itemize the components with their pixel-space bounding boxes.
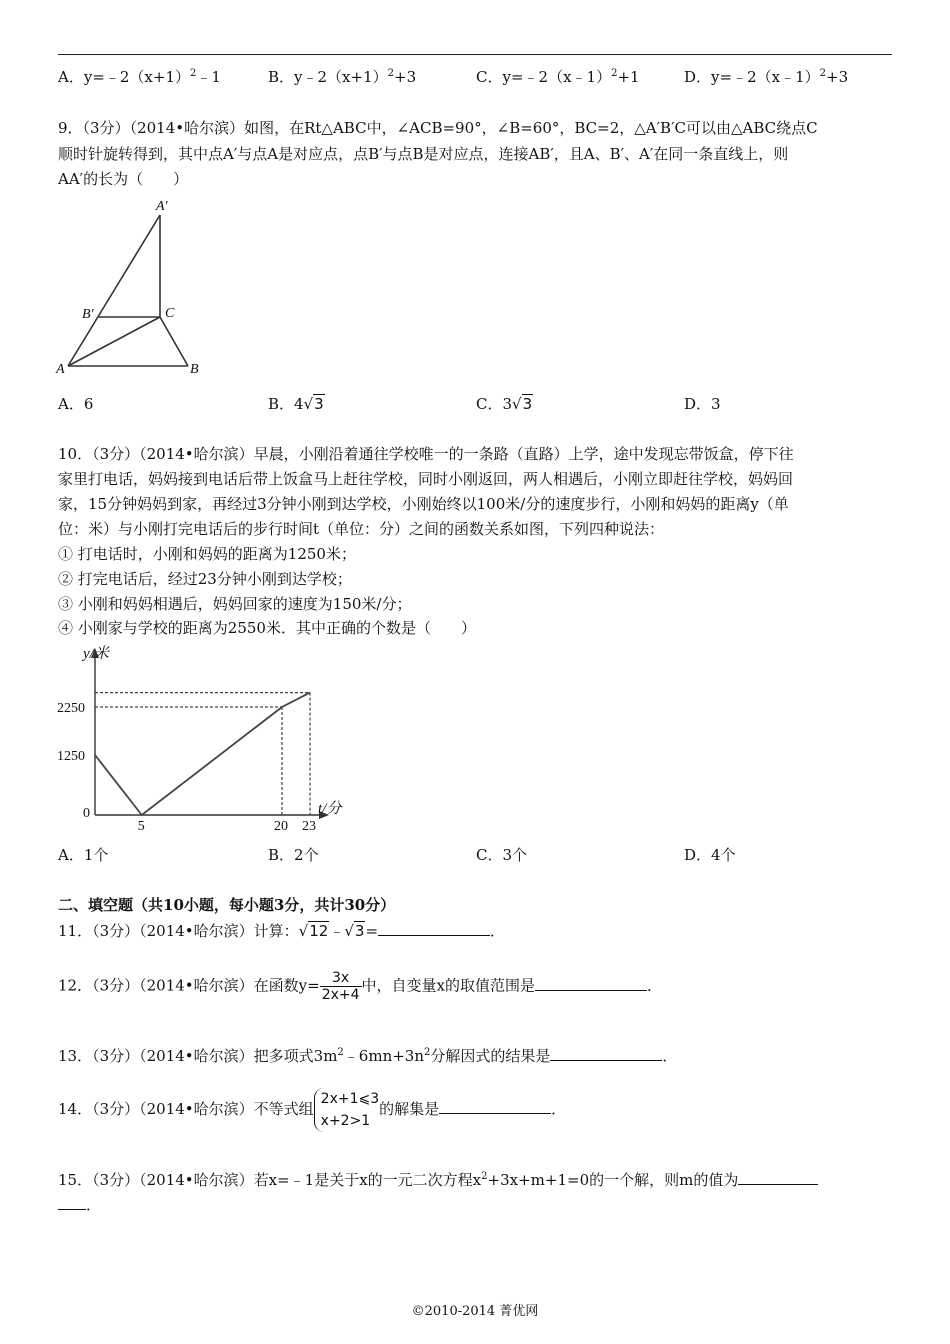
q9-line-2: 顺时针旋转得到，其中点A′与点A是对应点，点B′与点B是对应点，连接AB′，且A、B′、A′在同一条直线上，则 xyxy=(58,145,789,163)
segment-a-c xyxy=(68,317,160,366)
sqrt-icon: √ xyxy=(303,395,314,413)
q10-distance-chart xyxy=(50,640,360,840)
segment-c-b xyxy=(160,317,188,366)
x-axis-label: t/分 xyxy=(318,801,342,817)
series-line xyxy=(95,693,310,815)
q10-statement-2: ② 打完电话后，经过23分钟小刚到达学校； xyxy=(58,570,352,588)
q10-option-d[interactable]: D．4个 xyxy=(684,846,736,864)
q13-answer-blank[interactable] xyxy=(550,1044,662,1061)
sqrt-icon: √ xyxy=(512,395,522,413)
label-b: B xyxy=(190,362,199,377)
sqrt-icon: √ xyxy=(298,922,309,940)
q9-option-b[interactable]: B．4√3 xyxy=(268,395,324,413)
x-tick-label: 5 xyxy=(137,819,145,834)
label-a: A xyxy=(56,362,65,377)
q10-line-3: 家，15分钟妈妈到家，再经过3分钟小刚到达学校，小刚始终以100米/分的速度步行，小刚和妈妈的距离y（单 xyxy=(58,495,789,513)
q11: 11．（3分）（2014•哈尔滨）计算：√12﹣√3= ． xyxy=(58,919,505,941)
top-rule xyxy=(58,54,892,55)
q15-answer-blank[interactable] xyxy=(738,1168,818,1185)
q14: 14．（3分）（2014•哈尔滨）不等式组 2x+1⩽3 x+2>1 的解集是 ． xyxy=(58,1088,566,1132)
q10-option-c[interactable]: C．3个 xyxy=(476,846,528,864)
q11-answer-blank[interactable] xyxy=(378,919,490,936)
q9-line-1: 9．（3分）（2014•哈尔滨）如图，在Rt△ABC中，∠ACB=90°，∠B=60°，BC=2，△A′B′C可以由△ABC绕点C xyxy=(58,119,818,137)
q13: 13．（3分）（2014•哈尔滨）把多项式$3m^2﹣6mn+3n^2$分解因式的结果是 ． xyxy=(58,1044,677,1066)
q12: 12．（3分）（2014•哈尔滨）在函数y= $\frac{3x}{2x+4}$ 中，自变量x的取值范围是 ． xyxy=(58,970,663,1003)
fraction: $\frac{3x}{2x+4}$ xyxy=(321,970,360,1003)
y-tick-label: 2250 xyxy=(57,701,85,716)
segment-a1-a xyxy=(68,215,160,366)
q10-line-1: 10．（3分）（2014•哈尔滨）早晨，小刚沿着通往学校唯一的一条路（直路）上学，途中发现忘带饭盒，停下往 xyxy=(58,445,794,463)
x-tick-label: 0 xyxy=(83,806,90,821)
sqrt-icon: √ xyxy=(344,922,354,940)
q8-option-c[interactable]: C．y=﹣2（x﹣1）$^2$+1 xyxy=(476,68,640,86)
q10-line-4: 位：米）与小刚打完电话后的步行时间t（单位：分）之间的函数关系如图，下列四种说法： xyxy=(58,520,665,538)
q9-option-c[interactable]: C．3√3 xyxy=(476,395,533,413)
q15-continued: ． xyxy=(58,1193,101,1215)
q15-answer-blank-cont[interactable] xyxy=(58,1193,86,1210)
label-b-prime: B′ xyxy=(82,307,94,322)
q9-line-3: AA′的长为（ ） xyxy=(58,170,189,188)
section-2-title: 二、填空题（共10小题，每小题3分，共计30分） xyxy=(58,896,396,914)
q14-answer-blank[interactable] xyxy=(439,1097,551,1114)
q8-option-d[interactable]: D．y=﹣2（x﹣1）$^2$+3 xyxy=(684,68,849,86)
q12-answer-blank[interactable] xyxy=(535,974,647,991)
q9-option-d[interactable]: D．3 xyxy=(684,395,721,413)
q10-line-2: 家里打电话，妈妈接到电话后带上饭盒马上赶往学校，同时小刚返回，两人相遇后，小刚立即赶往学校，妈妈回 xyxy=(58,470,794,488)
q10-option-a[interactable]: A．1个 xyxy=(58,846,109,864)
inequality-system: 2x+1⩽3 x+2>1 xyxy=(314,1088,379,1132)
q15: 15．（3分）（2014•哈尔滨）若x=﹣1是关于x的一元二次方程$x^2+3x+m+1=0$的一个解，则m的值为 xyxy=(58,1168,818,1190)
q10-statement-1: ① 打电话时，小刚和妈妈的距离为1250米； xyxy=(58,545,356,563)
y-axis-label: y/米 xyxy=(83,646,109,662)
footer-copyright: ©2010-2014 菁优网 xyxy=(411,1304,539,1319)
q8-option-b[interactable]: B．$y﹣2(x+1)^2+3$ xyxy=(268,68,417,86)
q10-statement-3: ③ 小刚和妈妈相遇后，妈妈回家的速度为150米/分； xyxy=(58,595,412,613)
q10-option-b[interactable]: B．2个 xyxy=(268,846,319,864)
x-tick-label: 20 xyxy=(274,819,288,834)
label-c: C xyxy=(165,306,175,321)
x-tick-label: 23 xyxy=(302,819,317,834)
q9-figure xyxy=(50,195,220,385)
q10-statement-4: ④ 小刚家与学校的距离为2550米．其中正确的个数是（ ） xyxy=(58,619,476,637)
label-a-prime: A′ xyxy=(156,199,168,214)
y-tick-label: 1250 xyxy=(57,749,85,764)
q9-option-a[interactable]: A．6 xyxy=(58,395,94,413)
q8-option-a[interactable]: A．$y=﹣2(x+1)^2﹣1$ xyxy=(58,68,221,86)
